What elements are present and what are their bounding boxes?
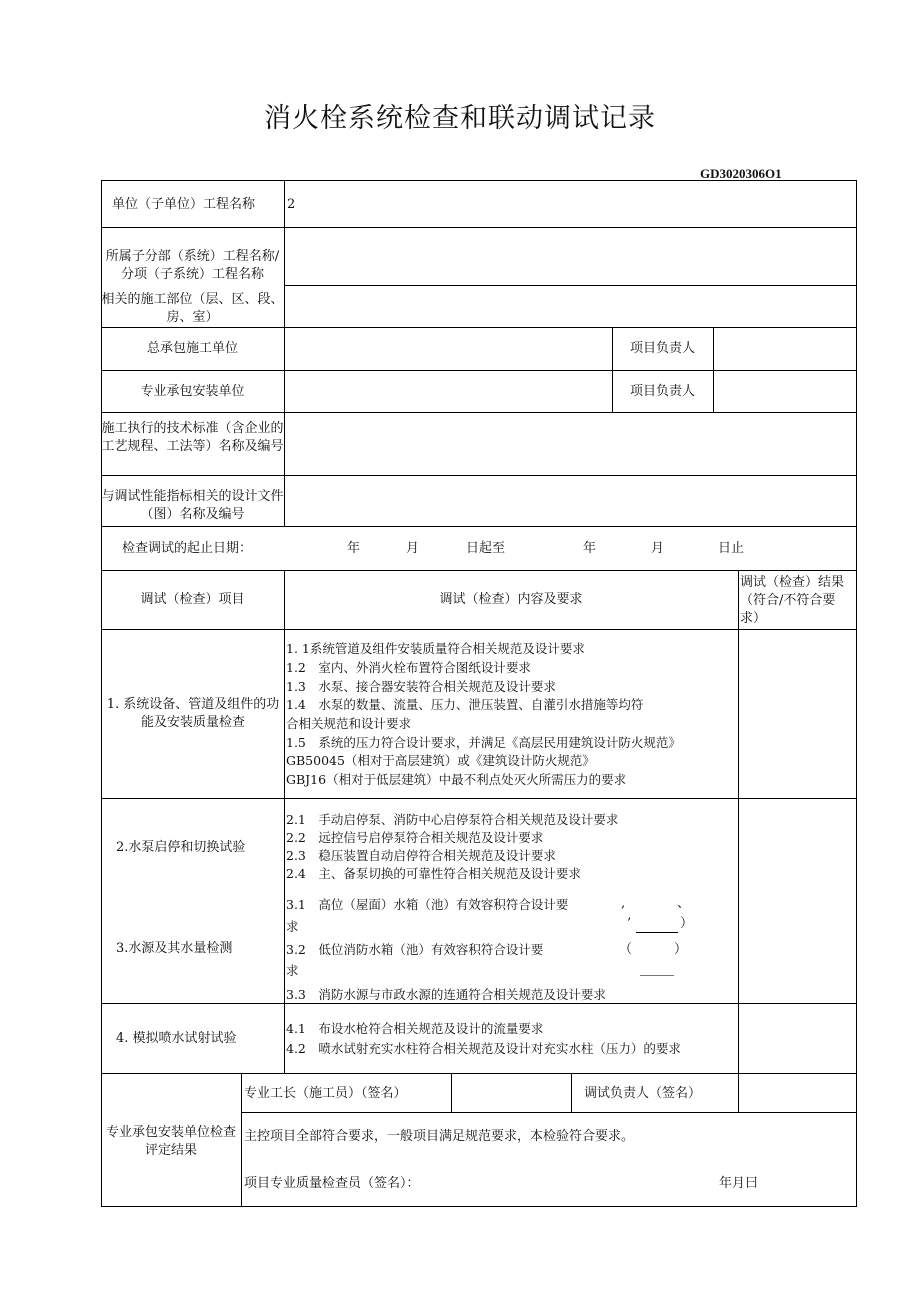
row-divider xyxy=(101,475,857,476)
section-3-line: 3.1 高位（屋面）水箱（池）有效容积符合设计要 xyxy=(286,897,569,912)
section-1-line: GB50045（相对于高层建筑）或《建筑设计防火规范》 xyxy=(286,753,595,768)
row-divider xyxy=(101,1073,857,1074)
unit-project-value[interactable]: 2 xyxy=(287,197,296,212)
col-divider xyxy=(284,570,285,1074)
col-divider xyxy=(738,1073,739,1113)
col-divider xyxy=(713,327,714,413)
project-manager-label: 项目负责人 xyxy=(629,341,695,356)
specialty-contractor-label: 专业承包安装单位 xyxy=(140,384,245,399)
row-divider xyxy=(101,798,857,799)
section-1-line: 1.4 水泵的数量、流量、压力、泄压装置、自灌引水措施等均符 xyxy=(286,697,644,712)
subdivision-label: 所属子分部（系统）工程名称/分项（子系统）工程名称 xyxy=(105,249,280,282)
foreman-signature-label: 专业工长（施工员）（签名） xyxy=(244,1086,407,1101)
section-1-line: 1.5 系统的压力符合设计要求，并满足《高层民用建筑设计防火规范》 xyxy=(286,735,681,750)
date-year-end: 年 xyxy=(583,541,597,556)
item-header: 调试（检查）项目 xyxy=(140,592,245,607)
section-3-name: 3.水源及其水量检测 xyxy=(116,941,233,956)
blank-line xyxy=(636,932,678,933)
section-1-line: GBJ16（相对于低层建筑）中最不利点处灭火所需压力的要求 xyxy=(286,772,627,787)
general-contractor-label: 总承包施工单位 xyxy=(146,341,238,356)
form-code: GD3020306O1 xyxy=(700,166,782,181)
inspector-signature-label: 项目专业质量检查员（签名）： xyxy=(244,1176,420,1191)
section-1-line: 1.2 室内、外消火栓布置符合图纸设计要求 xyxy=(286,660,531,675)
section-3-line: 3.2 低位消防水箱（池）有效容积符合设计要 xyxy=(286,942,544,957)
row-divider xyxy=(241,1112,857,1113)
content-header: 调试（检查）内容及要求 xyxy=(439,592,583,607)
col-divider xyxy=(451,1073,452,1113)
location-label: 相关的施工部位（层、区、段、房、室） xyxy=(101,292,284,325)
evaluation-label: 专业承包安装单位检查评定结果 xyxy=(105,1125,236,1158)
section-3-line: 3.3 消防水源与市政水源的连通符合相关规范及设计要求 xyxy=(286,987,606,1002)
section-1-name: 1. 系统设备、管道及组件的功能及安装质量检查 xyxy=(106,697,280,730)
evaluation-conclusion: 主控项目全部符合要求，一般项目满足规范要求，本检验符合要求。 xyxy=(244,1129,635,1144)
row-divider xyxy=(101,629,857,630)
section-4-name: 4. 模拟喷水试射试验 xyxy=(116,1031,237,1046)
date-label: 检查调试的起止日期： xyxy=(122,541,253,556)
result-header: 调试（检查）结果（符合/不符合要求） xyxy=(740,575,845,626)
section-3-mark: ’ xyxy=(627,916,632,931)
standard-label: 施工执行的技术标准（含企业的工艺规程、工法等）名称及编号 xyxy=(101,421,284,454)
section-2-line: 2.4 主、备泵切换的可靠性符合相关规范及设计要求 xyxy=(286,866,581,881)
col-divider xyxy=(241,1073,242,1207)
date-year-start: 年 xyxy=(347,541,361,556)
page-title: 消火栓系统检查和联动调试记录 xyxy=(264,103,656,134)
row-divider xyxy=(101,227,857,228)
section-2-name: 2.水泵启停和切换试验 xyxy=(116,840,246,855)
row-divider xyxy=(284,285,857,286)
evaluation-date: 年月曰 xyxy=(719,1176,759,1191)
section-1-line: 合相关规范和设计要求 xyxy=(286,716,412,731)
section-2-line: 2.2 远控信号启停泵符合相关规范及设计要求 xyxy=(286,830,544,845)
section-3-mark: （ xyxy=(619,942,633,957)
section-3-mark: ） xyxy=(674,942,688,957)
section-1-line: 1.3 水泵、接合器安装符合相关规范及设计要求 xyxy=(286,679,556,694)
unit-project-label: 单位（子单位）工程名称 xyxy=(112,197,256,212)
col-divider xyxy=(738,570,739,1074)
date-day-start: 日起至 xyxy=(466,541,506,556)
section-4-line: 4.2 喷水试射充实水柱符合相关规范及设计对充实水柱（压力）的要求 xyxy=(286,1041,681,1056)
row-divider xyxy=(101,412,857,413)
date-month-start: 月 xyxy=(406,541,420,556)
section-1-line: 1. 1系统管道及组件安装质量符合相关规范及设计要求 xyxy=(286,641,585,656)
section-3-line: 求 xyxy=(286,963,299,978)
row-divider xyxy=(101,370,857,371)
section-3-mark: , xyxy=(621,896,626,911)
project-manager-label-2: 项目负责人 xyxy=(629,384,695,399)
section-4-line: 4.1 布设水枪符合相关规范及设计的流量要求 xyxy=(286,1021,544,1036)
section-2-line: 2.3 稳压装置自动启停符合相关规范及设计要求 xyxy=(286,848,556,863)
blank-line xyxy=(640,975,674,976)
col-divider xyxy=(571,1073,572,1113)
row-divider xyxy=(101,327,857,328)
date-day-end: 日止 xyxy=(718,541,745,556)
debug-lead-signature-label: 调试负责人（签名） xyxy=(584,1086,702,1101)
row-divider xyxy=(101,526,857,527)
row-divider xyxy=(101,570,857,571)
col-divider xyxy=(284,180,285,527)
section-3-mark: 、 xyxy=(677,896,691,911)
date-month-end: 月 xyxy=(651,541,665,556)
design-doc-label: 与调试性能指标相关的设计文件（图）名称及编号 xyxy=(101,489,284,522)
section-3-line: 求 xyxy=(286,919,299,934)
section-2-line: 2.1 手动启停泵、消防中心启停泵符合相关规范及设计要求 xyxy=(286,812,619,827)
section-3-mark: ） xyxy=(680,916,694,931)
